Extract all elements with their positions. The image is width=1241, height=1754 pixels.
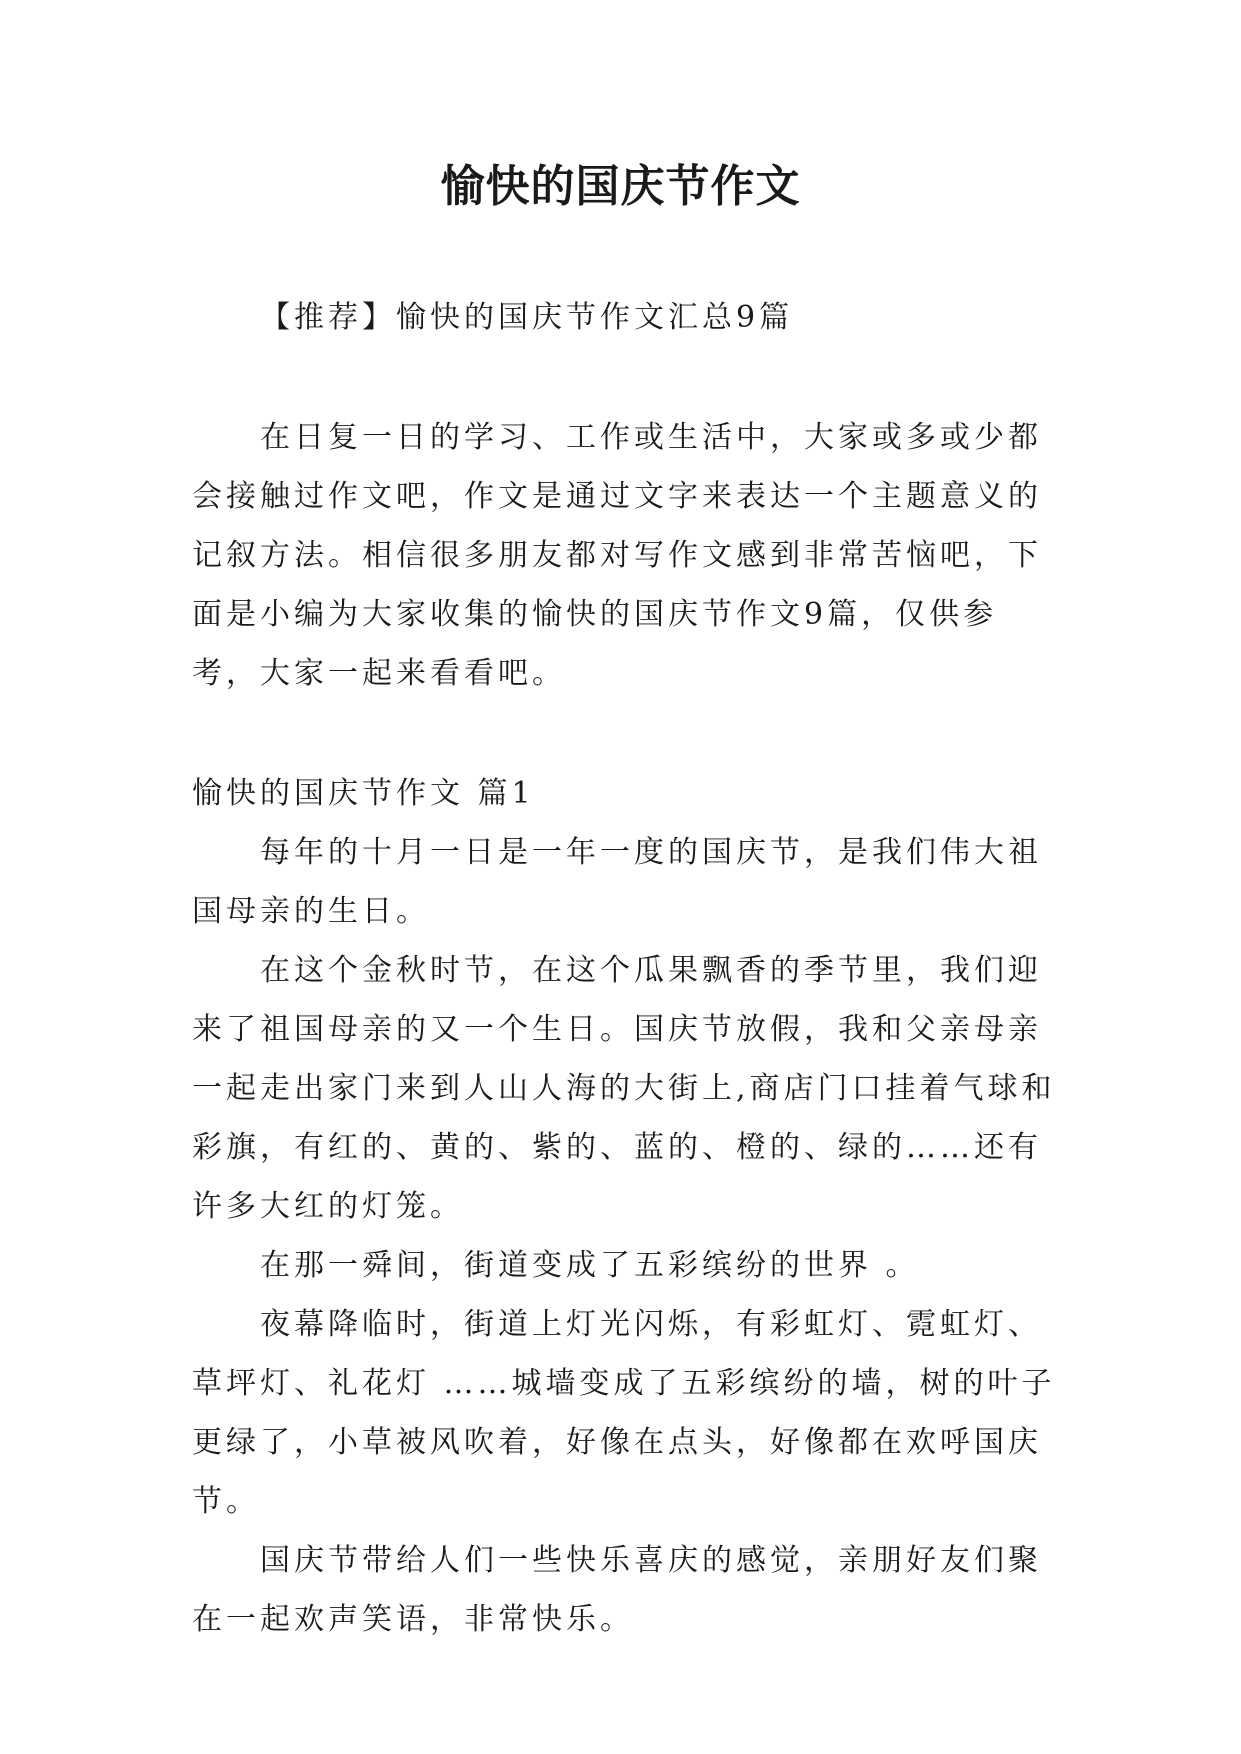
body-paragraph-1: 每年的十月一日是一年一度的国庆节，是我们伟大祖国母亲的生日。 (192, 835, 1042, 929)
document-body (192, 288, 1062, 1649)
intro-paragraph: 在日复一日的学习、工作或生活中，大家或多或少都会接触过作文吧，作文是通过文字来表达一个主题意义的记叙方法。相信很多朋友都对写作文感到非常苦恼吧，下面是小编为大家收集的愉快的国庆节作文9篇，仅供参考，大家一起来看看吧。 (192, 420, 1042, 691)
document-title: 愉快的国庆节作文 (440, 161, 801, 212)
document-subtitle: 【推荐】愉快的国庆节作文汇总9篇 (260, 300, 794, 335)
body-paragraph-2: 在这个金秋时节，在这个瓜果飘香的季节里，我们迎来了祖国母亲的又一个生日。国庆节放假，我和父亲母亲一起走出家门来到人山人海的大街上,商店门口挂着气球和彩旗，有红的、黄的、紫的、蓝的、橙的、绿的……还有许多大红的灯笼。 (192, 953, 1056, 1224)
body-paragraph-5: 国庆节带给人们一些快乐喜庆的感觉，亲朋好友们聚在一起欢声笑语，非常快乐。 (192, 1543, 1042, 1637)
body-paragraph-4: 夜幕降临时，街道上灯光闪烁，有彩虹灯、霓虹灯、草坪灯、礼花灯 ……城墙变成了五彩缤纷的墙，树的叶子更绿了，小草被风吹着，好像在点头，好像都在欢呼国庆节。 (192, 1307, 1056, 1519)
section-title: 愉快的国庆节作文 篇1 (192, 776, 535, 811)
body-paragraph-3: 在那一舜间，街道变成了五彩缤纷的世界 。 (260, 1248, 920, 1283)
